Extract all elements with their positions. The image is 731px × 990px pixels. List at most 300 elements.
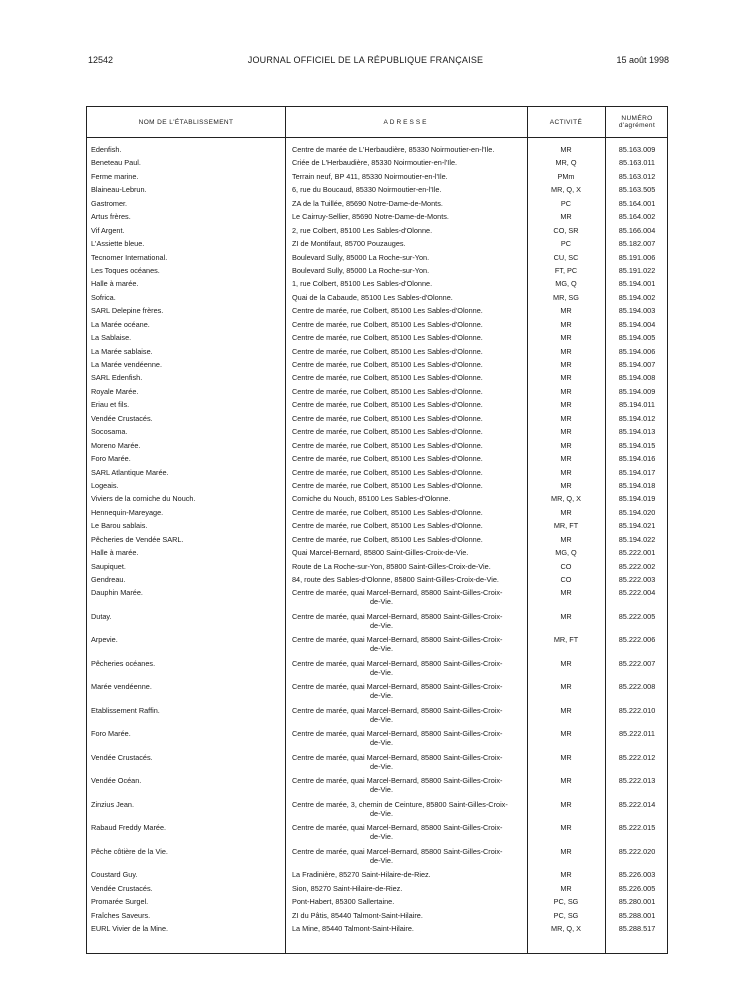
activity-code: MR [560, 467, 572, 477]
establishment-name: Eriau et fils. [91, 400, 130, 410]
address-line-continuation: de-Vie. [370, 644, 393, 654]
address-line: Centre de marée, rue Colbert, 85100 Les Sables-d'Olonne. [292, 400, 483, 410]
approval-number: 85.194.001 [618, 279, 656, 289]
establishment-address [292, 911, 423, 920]
address-line-continuation: de-Vie. [370, 714, 393, 724]
establishment-name: Hennequin-Mareyage. [91, 507, 164, 517]
address-line: Centre de marée, rue Colbert, 85100 Les Sables-d'Olonne. [292, 480, 483, 490]
establishment-address [292, 635, 502, 653]
establishment-address [292, 320, 483, 329]
activity-code: MR [560, 588, 572, 598]
establishment-address [292, 158, 457, 167]
page-number: 12542 [88, 55, 114, 65]
activity-code: PMm [557, 171, 575, 181]
establishment-name: EURL Vivier de la Mine. [91, 924, 169, 934]
establishment-name: Etablissement Raffin. [91, 705, 160, 715]
establishment-name: Rabaud Freddy Marée. [91, 823, 167, 833]
approval-number: 85.194.017 [618, 467, 656, 477]
table-row [87, 279, 669, 292]
approval-number: 85.191.006 [618, 252, 656, 262]
activity-code: PC, SG [553, 910, 579, 920]
establishment-name: Le Barou sablais. [91, 521, 148, 531]
approval-number: 85.222.012 [618, 752, 656, 762]
table-row [87, 682, 669, 706]
table-row [87, 400, 669, 413]
approval-number: 85.194.002 [618, 292, 656, 302]
establishment-address [292, 172, 448, 181]
approval-number: 85.164.002 [618, 212, 656, 222]
address-line: Centre de marée, quai Marcel-Bernard, 85800 Saint-Gilles-Croix- [292, 823, 503, 833]
establishment-address [292, 253, 429, 262]
establishment-address [292, 776, 502, 794]
establishment-address [292, 682, 502, 700]
address-line: 6, rue du Boucaud, 85330 Noirmoutier-en-l'Ile. [292, 185, 442, 195]
establishment-address [292, 468, 483, 477]
approval-number: 85.194.005 [618, 333, 656, 343]
address-line: ZA de la Tuillée, 85690 Notre-Dame-de-Monts. [292, 198, 443, 208]
address-line: Le Cairruy-Sellier, 85690 Notre-Dame-de-Monts. [292, 212, 449, 222]
establishment-address [292, 239, 406, 248]
page-header [0, 55, 731, 69]
table-row [87, 239, 669, 252]
approval-number: 85.194.021 [618, 521, 656, 531]
activity-code: MR [560, 145, 572, 154]
table-row [87, 427, 669, 440]
activity-code: MR [560, 883, 572, 893]
address-line: Centre de marée, quai Marcel-Bernard, 85800 Saint-Gilles-Croix- [292, 611, 503, 621]
activity-code: MR [560, 705, 572, 715]
establishment-name: La Sablaise. [91, 333, 132, 343]
address-line: Centre de marée, rue Colbert, 85100 Les Sables-d'Olonne. [292, 467, 483, 477]
address-line: Centre de marée, quai Marcel-Bernard, 85800 Saint-Gilles-Croix- [292, 776, 503, 786]
table-row [87, 226, 669, 239]
establishment-address [292, 279, 432, 288]
activity-code: MR [560, 319, 572, 329]
table-row [87, 575, 669, 588]
approval-number: 85.222.005 [618, 611, 656, 621]
table-row [87, 481, 669, 494]
table-row [87, 199, 669, 212]
establishment-name: Les Toques océanes. [91, 265, 160, 275]
establishment-address [292, 884, 402, 893]
establishment-address [292, 753, 502, 771]
establishment-address [292, 612, 502, 630]
approval-number: 85.163.012 [618, 171, 656, 181]
activity-code: MR, Q, X [551, 185, 581, 195]
establishment-address [292, 494, 450, 503]
establishment-address [292, 266, 429, 275]
activity-code: MR [560, 373, 572, 383]
activity-code: MG, Q [555, 279, 577, 289]
establishment-name: Dutay. [91, 611, 112, 621]
establishment-name: Ferme marine. [91, 171, 139, 181]
address-line: Centre de marée, quai Marcel-Bernard, 85800 Saint-Gilles-Croix- [292, 752, 503, 762]
activity-code: MR, Q, X [551, 924, 581, 934]
establishment-name: Vendée Crustacés. [91, 413, 153, 423]
establishment-name: Gendreau. [91, 575, 126, 584]
activity-code: MR, SG [553, 292, 579, 302]
establishment-name: Artus frères. [91, 212, 131, 222]
table-row [87, 521, 669, 534]
establishment-address [292, 535, 483, 544]
establishment-address [292, 226, 432, 235]
column-header-number-line2: d'agrément [618, 122, 656, 129]
activity-code: MR, FT [553, 521, 579, 531]
table-row [87, 360, 669, 373]
activity-code: MR [560, 611, 572, 621]
address-line: ZI de Montifaut, 85700 Pouzauges. [292, 239, 406, 249]
table-row [87, 387, 669, 400]
address-line-continuation: de-Vie. [370, 832, 393, 842]
activity-code: CO, SR [553, 225, 579, 235]
activity-code: FT, PC [554, 265, 578, 275]
activity-code: MR [560, 480, 572, 490]
approval-number: 85.194.004 [618, 319, 656, 329]
establishment-name: Foro Marée. [91, 729, 131, 739]
address-line: Pont-Habert, 85300 Sallertaine. [292, 897, 395, 907]
approval-number: 85.194.015 [618, 440, 656, 450]
address-line: Centre de marée, rue Colbert, 85100 Les Sables-d'Olonne. [292, 360, 483, 369]
approval-number: 85.222.013 [618, 776, 656, 786]
table-row [87, 870, 669, 883]
establishment-name: Marée vendéenne. [91, 682, 152, 692]
address-line: Centre de marée, rue Colbert, 85100 Les Sables-d'Olonne. [292, 454, 483, 464]
approval-number: 85.222.008 [618, 682, 656, 692]
activity-code: MG, Q [555, 548, 577, 558]
table-row [87, 414, 669, 427]
table-row [87, 494, 669, 507]
establishment-name: Vendée Océan. [91, 776, 142, 786]
approval-number: 85.194.016 [618, 454, 656, 464]
address-line: Centre de marée, rue Colbert, 85100 Les Sables-d'Olonne. [292, 319, 483, 329]
activity-code: MR, FT [553, 635, 579, 645]
establishment-address [292, 427, 483, 436]
establishment-address [292, 508, 483, 517]
address-line: Centre de marée, rue Colbert, 85100 Les Sables-d'Olonne. [292, 373, 483, 383]
address-line: 2, rue Colbert, 85100 Les Sables-d'Olonne. [292, 225, 433, 235]
activity-code: MR [560, 427, 572, 437]
table-row [87, 753, 669, 777]
establishment-name: Royale Marée. [91, 386, 139, 396]
approval-number: 85.288.517 [618, 924, 656, 934]
establishment-name: Tecnomer International. [91, 252, 168, 262]
table-row [87, 266, 669, 279]
establishment-address [292, 548, 468, 557]
establishment-address [292, 481, 483, 490]
activity-code: MR, Q [555, 158, 577, 168]
establishment-name: Saupiquet. [91, 561, 126, 571]
establishment-name: Viviers de la corniche du Nouch. [91, 494, 196, 504]
address-line: Centre de marée, quai Marcel-Bernard, 85800 Saint-Gilles-Croix- [292, 635, 503, 645]
journal-title: JOURNAL OFFICIEL DE LA RÉPUBLIQUE FRANÇAISE [247, 55, 484, 65]
establishment-address [292, 847, 502, 865]
approval-number: 85.164.001 [618, 198, 656, 208]
address-line-continuation: de-Vie. [370, 620, 393, 630]
address-line-continuation: de-Vie. [370, 597, 393, 607]
establishment-name: Arpevie. [91, 635, 118, 645]
table-row [87, 212, 669, 225]
table-row [87, 548, 669, 561]
approval-number: 85.194.008 [618, 373, 656, 383]
establishment-address [292, 212, 449, 221]
approval-number: 85.163.009 [618, 145, 656, 154]
table-row [87, 306, 669, 319]
address-line: Centre de marée, rue Colbert, 85100 Les Sables-d'Olonne. [292, 507, 483, 517]
establishment-name: Promarée Surgel. [91, 897, 149, 907]
table-row [87, 659, 669, 683]
address-line: Centre de marée, quai Marcel-Bernard, 85800 Saint-Gilles-Croix- [292, 588, 503, 598]
approval-number: 85.191.022 [618, 265, 656, 275]
table-row [87, 158, 669, 171]
column-header-number-line1: NUMÉRO [621, 114, 653, 122]
activity-code: CU, SC [553, 252, 579, 262]
establishment-address [292, 145, 494, 154]
establishment-address [292, 333, 483, 342]
table-row [87, 373, 669, 386]
approval-number: 85.222.002 [618, 561, 656, 571]
activity-code: MR [560, 799, 572, 809]
establishment-name: SARL Edenfish. [91, 373, 143, 383]
table-row [87, 823, 669, 847]
address-line: 1, rue Colbert, 85100 Les Sables-d'Olonne. [292, 279, 433, 289]
activity-code: CO [560, 561, 572, 571]
table-row [87, 320, 669, 333]
establishment-address [292, 924, 414, 933]
establishment-name: La Marée océane. [91, 319, 150, 329]
establishments-table [86, 106, 668, 954]
establishment-address [292, 870, 431, 879]
establishment-name: L'Assiette bleue. [91, 239, 145, 249]
establishment-address [292, 360, 483, 369]
table-row [87, 145, 669, 158]
address-line: La Mine, 85440 Talmont-Saint-Hilaire. [292, 924, 414, 934]
address-line: Centre de marée, rue Colbert, 85100 Les Sables-d'Olonne. [292, 306, 483, 316]
approval-number: 85.222.007 [618, 658, 656, 668]
approval-number: 85.194.019 [618, 494, 656, 504]
activity-code: MR [560, 776, 572, 786]
approval-number: 85.288.001 [618, 910, 656, 920]
table-row [87, 562, 669, 575]
table-row [87, 800, 669, 824]
establishment-name: SARL Atlantique Marée. [91, 467, 169, 477]
address-line: Centre de marée, rue Colbert, 85100 Les Sables-d'Olonne. [292, 346, 483, 356]
establishment-address [292, 823, 502, 841]
establishment-name: Moreno Marée. [91, 440, 141, 450]
activity-code: MR, Q, X [551, 494, 581, 504]
address-line: Centre de marée, rue Colbert, 85100 Les Sables-d'Olonne. [292, 333, 483, 343]
establishment-address [292, 199, 443, 208]
establishment-name: Edenfish. [91, 145, 122, 154]
table-row [87, 847, 669, 871]
establishment-address [292, 306, 483, 315]
address-line: Centre de marée, rue Colbert, 85100 Les Sables-d'Olonne. [292, 386, 483, 396]
table-row [87, 612, 669, 636]
approval-number: 85.280.001 [618, 897, 656, 907]
address-line: Centre de marée, rue Colbert, 85100 Les Sables-d'Olonne. [292, 440, 483, 450]
establishment-address [292, 659, 502, 677]
establishment-address [292, 521, 483, 530]
table-row [87, 185, 669, 198]
column-header-number [605, 107, 669, 137]
approval-number: 85.226.003 [618, 870, 656, 880]
table-row [87, 172, 669, 185]
approval-number: 85.166.004 [618, 225, 656, 235]
table-row [87, 468, 669, 481]
establishment-name: Zinzius Jean. [91, 799, 134, 809]
table-row [87, 535, 669, 548]
table-row [87, 253, 669, 266]
approval-number: 85.194.007 [618, 360, 656, 369]
establishment-address [292, 400, 483, 409]
address-line: Quai Marcel-Bernard, 85800 Saint-Gilles-Croix-de-Vie. [292, 548, 469, 558]
table-row [87, 508, 669, 521]
table-row [87, 333, 669, 346]
establishment-name: Blaineau-Lebrun. [91, 185, 147, 195]
activity-code: MR [560, 682, 572, 692]
address-line: Centre de marée, rue Colbert, 85100 Les Sables-d'Olonne. [292, 521, 483, 531]
activity-code: MR [560, 729, 572, 739]
address-line: 84, route des Sables-d'Olonne, 85800 Saint-Gilles-Croix-de-Vie. [292, 575, 499, 584]
address-line-continuation: de-Vie. [370, 691, 393, 701]
establishment-name: Logeais. [91, 480, 119, 490]
address-line-continuation: de-Vie. [370, 785, 393, 795]
establishment-name: SARL Delepine frères. [91, 306, 164, 316]
table-row [87, 897, 669, 910]
establishment-name: Beneteau Paul. [91, 158, 141, 168]
establishment-name: Halle à marée. [91, 279, 139, 289]
activity-code: PC [560, 198, 572, 208]
table-row [87, 706, 669, 730]
establishment-address [292, 706, 502, 724]
approval-number: 85.222.010 [618, 705, 656, 715]
establishment-name: Fraîches Saveurs. [91, 910, 151, 920]
activity-code: MR [560, 534, 572, 544]
activity-code: MR [560, 212, 572, 222]
address-line-continuation: de-Vie. [370, 738, 393, 748]
activity-code: MR [560, 346, 572, 356]
activity-code: MR [560, 413, 572, 423]
address-line: Centre de marée, rue Colbert, 85100 Les Sables-d'Olonne. [292, 413, 483, 423]
activity-code: PC, SG [553, 897, 579, 907]
address-line: Centre de marée, quai Marcel-Bernard, 85800 Saint-Gilles-Croix- [292, 705, 503, 715]
header-divider [87, 137, 667, 138]
address-line: Centre de marée, quai Marcel-Bernard, 85800 Saint-Gilles-Croix- [292, 658, 503, 668]
address-line-continuation: de-Vie. [370, 761, 393, 771]
approval-number: 85.222.004 [618, 588, 656, 598]
establishment-address [292, 387, 483, 396]
establishment-name: Vif Argent. [91, 225, 125, 235]
approval-number: 85.194.018 [618, 480, 656, 490]
establishment-address [292, 897, 394, 906]
approval-number: 85.222.020 [618, 846, 656, 856]
establishment-name: Pêcheries océanes. [91, 658, 156, 668]
activity-code: MR [560, 400, 572, 410]
approval-number: 85.226.005 [618, 883, 656, 893]
activity-code: MR [560, 507, 572, 517]
table-row [87, 293, 669, 306]
table-body [87, 145, 669, 938]
establishment-name: Vendée Crustacés. [91, 752, 153, 762]
establishment-address [292, 562, 491, 571]
address-line-continuation: de-Vie. [370, 667, 393, 677]
approval-number: 85.194.022 [618, 534, 656, 544]
approval-number: 85.194.011 [619, 400, 655, 410]
approval-number: 85.222.006 [618, 635, 656, 645]
table-row [87, 924, 669, 937]
address-line: Quai de la Cabaude, 85100 Les Sables-d'Olonne. [292, 292, 453, 302]
establishment-name: Pêcheries de Vendée SARL. [91, 534, 184, 544]
publication-date: 15 août 1998 [616, 55, 669, 65]
approval-number: 85.194.012 [618, 413, 656, 423]
table-row [87, 441, 669, 454]
activity-code: MR [560, 306, 572, 316]
establishment-address [292, 729, 502, 747]
establishment-name: Dauphin Marée. [91, 588, 143, 598]
address-line: Sion, 85270 Saint-Hilaire-de-Riez. [292, 883, 403, 893]
table-row [87, 588, 669, 612]
activity-code: MR [560, 846, 572, 856]
approval-number: 85.194.006 [618, 346, 656, 356]
approval-number: 85.222.011 [619, 729, 655, 739]
activity-code: MR [560, 454, 572, 464]
activity-code: MR [560, 658, 572, 668]
address-line-continuation: de-Vie. [370, 855, 393, 865]
address-line: Corniche du Nouch, 85100 Les Sables-d'Olonne. [292, 494, 451, 504]
activity-code: MR [560, 386, 572, 396]
address-line: Centre de marée, quai Marcel-Bernard, 85800 Saint-Gilles-Croix- [292, 846, 503, 856]
address-line: Criée de L'Herbaudière, 85330 Noirmoutier-en-l'Ile. [292, 158, 458, 168]
establishment-address [292, 588, 502, 606]
address-line: Centre de marée de L'Herbaudière, 85330 Noirmoutier-en-l'Ile. [292, 145, 495, 154]
activity-code: CO [560, 575, 572, 584]
address-line: Centre de marée, quai Marcel-Bernard, 85800 Saint-Gilles-Croix- [292, 729, 503, 739]
address-line: Centre de marée, 3, chemin de Ceinture, 85800 Saint-Gilles-Croix- [292, 799, 508, 809]
activity-code: MR [560, 333, 572, 343]
address-line: Centre de marée, rue Colbert, 85100 Les Sables-d'Olonne. [292, 427, 483, 437]
approval-number: 85.163.505 [618, 185, 656, 195]
establishment-name: Foro Marée. [91, 454, 131, 464]
table-row [87, 454, 669, 467]
establishment-name: Socosama. [91, 427, 128, 437]
establishment-name: La Marée sablaise. [91, 346, 153, 356]
approval-number: 85.194.003 [618, 306, 656, 316]
establishment-address [292, 575, 499, 584]
establishment-address [292, 373, 483, 382]
address-line-continuation: de-Vie. [370, 808, 393, 818]
approval-number: 85.163.011 [619, 158, 655, 168]
column-header-name: NOM DE L'ÉTABLISSEMENT [138, 118, 234, 126]
table-row [87, 911, 669, 924]
approval-number: 85.222.003 [618, 575, 656, 584]
activity-code: MR [560, 440, 572, 450]
establishment-address [292, 441, 483, 450]
activity-code: MR [560, 360, 572, 369]
establishment-address [292, 185, 441, 194]
address-line: La Fradinière, 85270 Saint-Hilaire-de-Riez. [292, 870, 431, 880]
activity-code: PC [560, 239, 572, 249]
activity-code: MR [560, 752, 572, 762]
address-line: Route de La Roche-sur-Yon, 85800 Saint-Gilles-Croix-de-Vie. [292, 561, 491, 571]
table-row [87, 884, 669, 897]
table-row [87, 776, 669, 800]
establishment-name: Halle à marée. [91, 548, 139, 558]
address-line: Centre de marée, rue Colbert, 85100 Les Sables-d'Olonne. [292, 534, 483, 544]
table-row [87, 729, 669, 753]
establishment-name: Pêche côtière de la Vie. [91, 846, 168, 856]
approval-number: 85.182.007 [618, 239, 656, 249]
approval-number: 85.194.009 [618, 386, 656, 396]
approval-number: 85.222.014 [618, 799, 656, 809]
